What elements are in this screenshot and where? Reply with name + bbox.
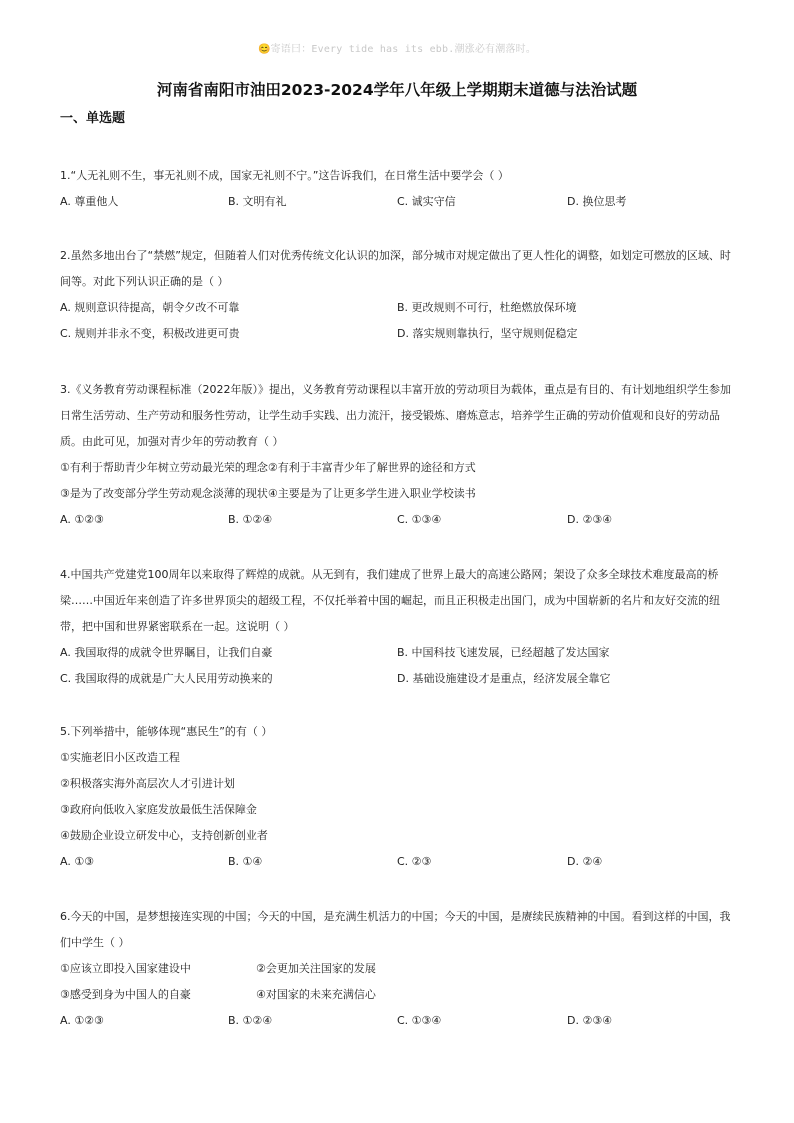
option-d[interactable]: D. ②④ — [567, 855, 603, 868]
option-b[interactable]: B. 更改规则不可行，杜绝燃放保环境 — [397, 301, 577, 314]
option-b[interactable]: B. 中国科技飞速发展，已经超越了发达国家 — [397, 646, 610, 659]
option-c[interactable]: C. 规则并非永不变，积极改进更可贵 — [60, 327, 240, 340]
option-b[interactable]: B. ①②④ — [228, 1014, 273, 1027]
question-6 — [60, 904, 740, 1034]
question-stem: 1.“人无礼则不生，事无礼则不成，国家无礼则不宁。”这告诉我们，在日常生活中要学会（ ） — [60, 169, 509, 182]
exam-title: 河南省南阳市油田2023-2024学年八年级上学期期末道德与法治试题 — [156, 81, 638, 99]
options-row — [60, 640, 740, 666]
options-row — [60, 666, 740, 692]
option-d[interactable]: D. ②③④ — [567, 1014, 613, 1027]
question-stem: 4.中国共产党建党100周年以来取得了辉煌的成就。从无到有，我们建成了世界上最大的高速公路网；架设了众多全球技术难度最高的桥梁……中国近年来创造了许多世界顶尖的超级工程，不仅托举着中国的崛起，而且正积极走出国门，成为中国崭新的名片和友好交流的纽带，把中国和世界紧密联系在一起。这说明（ ） — [60, 568, 720, 633]
option-a[interactable]: A. ①②③ — [60, 513, 104, 526]
statement-4: ④对国家的未来充满信心 — [256, 988, 376, 1001]
option-d[interactable]: D. ②③④ — [567, 513, 613, 526]
options-row — [60, 849, 740, 875]
statement-1: ①应该立即投入国家建设中 — [60, 962, 191, 975]
options-row — [60, 1008, 740, 1034]
option-c[interactable]: C. ②③ — [397, 855, 432, 868]
options-row — [60, 321, 740, 347]
statement-line — [60, 956, 740, 982]
section-heading: 一、单选题 — [60, 111, 126, 126]
options-row — [60, 295, 740, 321]
option-b[interactable]: B. 文明有礼 — [228, 195, 287, 208]
question-5 — [60, 719, 740, 875]
question-stem: 2.虽然多地出台了“禁燃”规定，但随着人们对优秀传统文化认识的加深，部分城市对规定做出了更人性化的调整，如划定可燃放的区域、时间等。对此下列认识正确的是（ ） — [60, 249, 731, 288]
statement-line: ③是为了改变部分学生劳动观念淡薄的现状④主要是为了让更多学生进入职业学校读书 — [60, 487, 476, 500]
option-c[interactable]: C. 诚实守信 — [397, 195, 456, 208]
question-stem: 3.《义务教育劳动课程标准（2022年版）》提出，义务教育劳动课程以丰富开放的劳动项目为载体，重点是有目的、有计划地组织学生参加日常生活劳动、生产劳动和服务性劳动，让学生动手实践、出力流汗，接受锻炼、磨炼意志，培养学生正确的劳动价值观和良好的劳动品质。由此可见，加强对青少年的劳动教育（ ） — [60, 383, 731, 448]
option-c[interactable]: C. ①③④ — [397, 513, 442, 526]
question-1 — [60, 163, 740, 215]
option-d[interactable]: D. 落实规则靠执行，坚守规则促稳定 — [397, 327, 578, 340]
option-a[interactable]: A. 规则意识待提高，朝令夕改不可靠 — [60, 301, 240, 314]
statement-line: ②积极落实海外高层次人才引进计划 — [60, 777, 235, 790]
option-a[interactable]: A. 尊重他人 — [60, 195, 119, 208]
statement-3: ③感受到身为中国人的自豪 — [60, 988, 191, 1001]
question-stem: 5.下列举措中，能够体现“惠民生”的有（ ） — [60, 725, 273, 738]
option-d[interactable]: D. 换位思考 — [567, 195, 627, 208]
option-b[interactable]: B. ①②④ — [228, 513, 273, 526]
option-a[interactable]: A. ①②③ — [60, 1014, 104, 1027]
option-c[interactable]: C. ①③④ — [397, 1014, 442, 1027]
statement-line — [60, 982, 740, 1008]
option-a[interactable]: A. ①③ — [60, 855, 95, 868]
statement-line: ③政府向低收入家庭发放最低生活保障金 — [60, 803, 257, 816]
watermark-motto: 😊寄语曰：Every tide has its ebb.潮涨必有潮落时。 — [257, 44, 537, 55]
question-2 — [60, 243, 740, 347]
options-row — [60, 189, 740, 215]
statement-line: ①实施老旧小区改造工程 — [60, 751, 180, 764]
question-4 — [60, 562, 740, 692]
option-c[interactable]: C. 我国取得的成就是广大人民用劳动换来的 — [60, 672, 273, 685]
statement-line: ④鼓励企业设立研发中心，支持创新创业者 — [60, 829, 268, 842]
options-row — [60, 507, 740, 533]
option-b[interactable]: B. ①④ — [228, 855, 263, 868]
statement-2: ②会更加关注国家的发展 — [256, 962, 376, 975]
option-a[interactable]: A. 我国取得的成就令世界瞩目，让我们自豪 — [60, 646, 273, 659]
question-stem: 6.今天的中国，是梦想接连实现的中国；今天的中国，是充满生机活力的中国；今天的中国，是赓续民族精神的中国。看到这样的中国，我们中学生（ ） — [60, 910, 731, 949]
option-d[interactable]: D. 基础设施建设才是重点，经济发展全靠它 — [397, 672, 611, 685]
statement-line: ①有利于帮助青少年树立劳动最光荣的理念②有利于丰富青少年了解世界的途径和方式 — [60, 461, 476, 474]
question-3 — [60, 377, 740, 533]
